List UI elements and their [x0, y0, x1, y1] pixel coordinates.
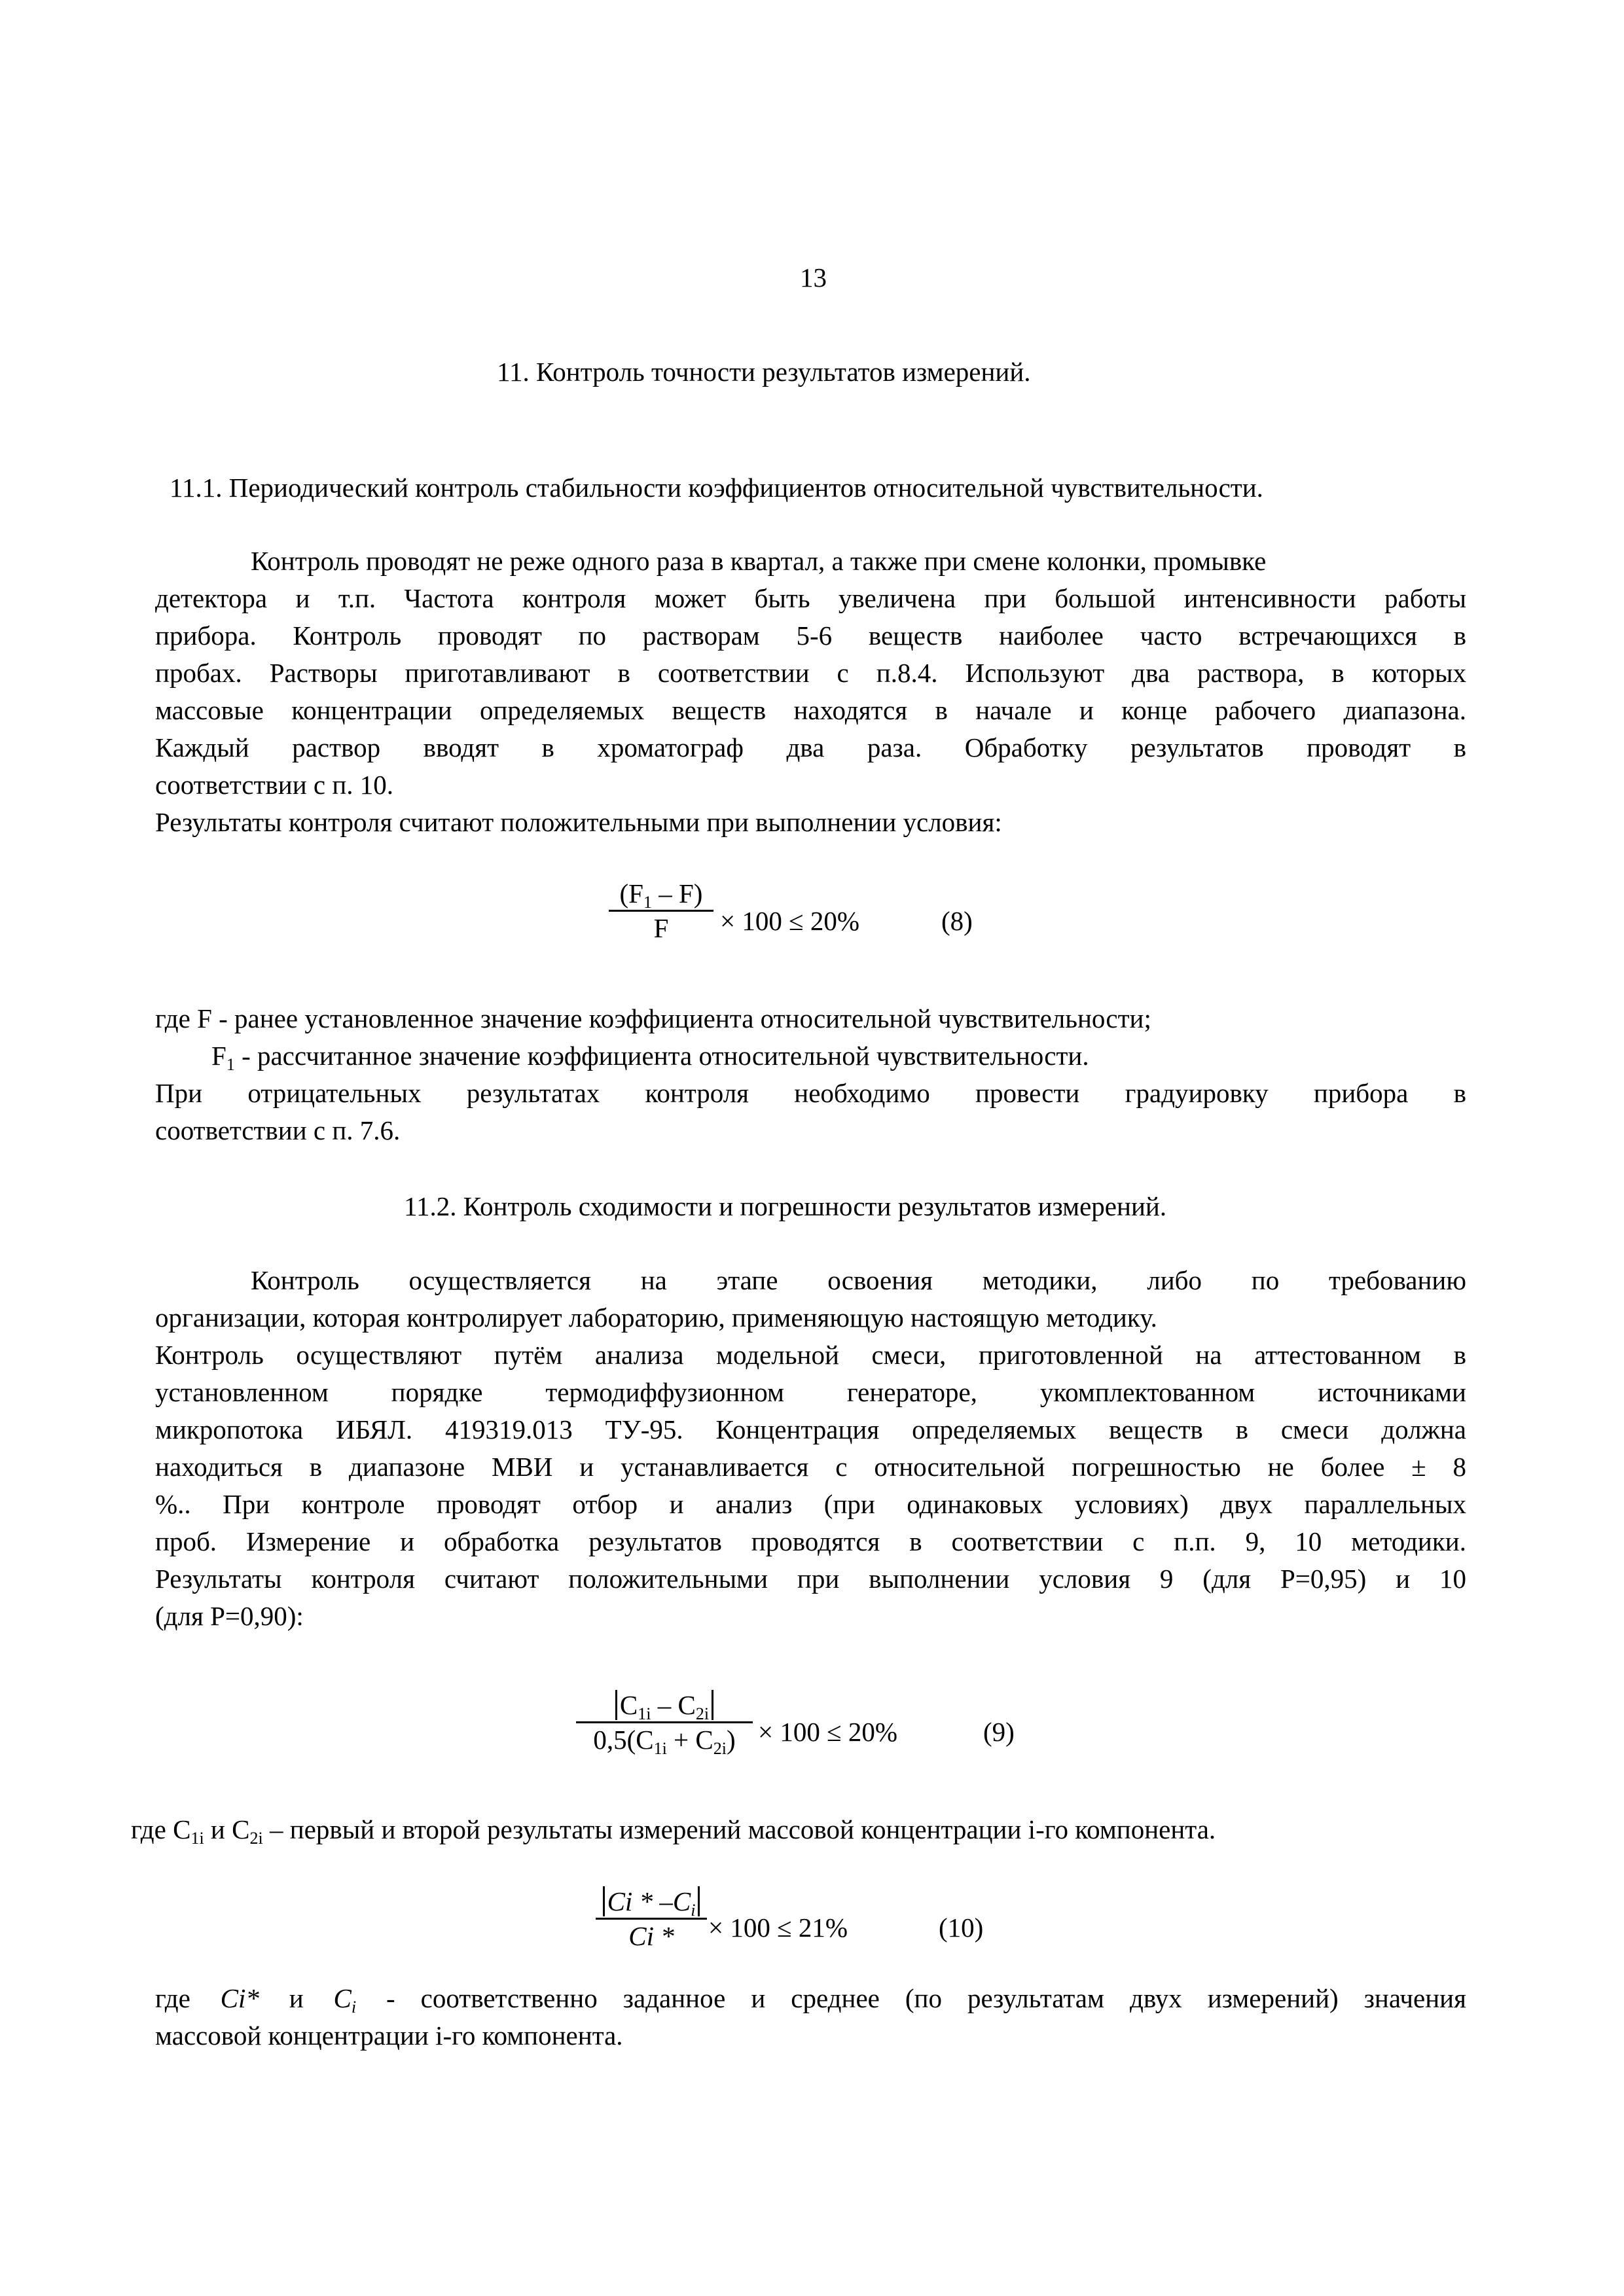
paragraph-line: Результаты контроля считают положительными при выполнении условия:: [155, 807, 1002, 837]
where-F: где F - ранее установленное значение коэффициента относительной чувствительности;: [155, 1003, 1151, 1033]
paragraph-line: Контроль осуществляется на этапе освоения методики, либо по требованию: [251, 1265, 1466, 1295]
paragraph-line: массовые концентрации определяемых веществ находятся в начале и конце рабочего диапазона.: [155, 695, 1466, 725]
paragraph-line: установленном порядке термодиффузионном генераторе, укомплектованном источниками: [155, 1377, 1466, 1407]
formula-9-number: (9): [983, 1717, 1015, 1747]
paragraph-line: Результаты контроля считают положительными при выполнении условия 9 (для P=0,95) и 10: [155, 1564, 1466, 1594]
paragraph-line: %.. При контроле проводят отбор и анализ (при одинаковых условиях) двух параллельных: [155, 1489, 1466, 1519]
paragraph-line: (для P=0,90):: [155, 1601, 304, 1631]
subsection-heading-11-2: 11.2. Контроль сходимости и погрешности результатов измерений.: [404, 1191, 1167, 1221]
page-number: 13: [800, 262, 827, 293]
formula-8-tail: × 100 ≤ 20%: [720, 906, 860, 936]
paragraph-line: пробах. Растворы приготавливают в соответствии с п.8.4. Используют два раствора, в которых: [155, 658, 1466, 688]
paragraph-line: соответствии с п. 7.6.: [155, 1115, 401, 1145]
formula-8-denominator: F: [653, 913, 669, 943]
formula-10-number: (10): [939, 1912, 984, 1943]
subsection-heading-11-1: 11.1. Периодический контроль стабильности коэффициентов относительной чувствительности.: [170, 473, 1263, 503]
formula-8-numerator: $(F_1 - F)$: [619, 878, 703, 912]
paragraph-line: Контроль проводят не реже одного раза в квартал, а также при смене колонки, промывке: [251, 546, 1267, 576]
formula-9-numerator: $C_{1i} - C_{2i}$: [615, 1689, 713, 1721]
paragraph-line: прибора. Контроль проводят по растворам 5-6 веществ наиболее часто встречающихся в: [155, 620, 1466, 651]
paragraph-line: соответствии с п. 10.: [155, 770, 394, 800]
formula-8-fraction: [609, 877, 713, 944]
paragraph-line: организации, которая контролирует лабораторию, применяющую настоящую методику.: [155, 1302, 1157, 1333]
formula-10-tail: × 100 ≤ 21%: [708, 1912, 848, 1943]
paragraph-line: находиться в диапазоне МВИ и устанавливается с относительной погрешностью не более ± 8: [155, 1452, 1466, 1482]
section-title: 11. Контроль точности результатов измерений.: [497, 357, 1031, 387]
paragraph-line: детектора и т.п. Частота контроля может быть увеличена при большой интенсивности работы: [155, 583, 1466, 613]
formula-10-denominator: Ci *: [628, 1921, 674, 1951]
paragraph-line: При отрицательных результатах контроля необходимо провести градуировку прибора в: [155, 1078, 1466, 1108]
formula-10-numerator: Ci * $-C_i$: [603, 1885, 700, 1918]
where-Ci-line: где Ci* и $C_i$ - соответственно заданное и среднее (по результатам двух измерений) значения: [155, 1983, 1466, 2017]
formula-9-fraction: [576, 1689, 753, 1756]
paragraph-line: массовой концентрации i-го компонента.: [155, 2020, 623, 2051]
where-F1: $F_1$ - рассчитанное значение коэффициента относительной чувствительности.: [211, 1041, 1089, 1074]
formula-8-number: (8): [941, 906, 973, 936]
where-C1i-C2i: где $C_{1i}$ и $C_{2i}$ – первый и второй результаты измерений массовой концентрации i-го компонента.: [131, 1814, 1216, 1848]
formula-9-denominator: $0,5(C_{1i} + C_{2i})$: [593, 1725, 736, 1758]
paragraph-line: Каждый раствор вводят в хроматограф два раза. Обработку результатов проводят в: [155, 732, 1466, 762]
paragraph-line: микропотока ИБЯЛ. 419319.013 ТУ-95. Концентрация определяемых веществ в смеси должна: [155, 1414, 1466, 1444]
paragraph-line: проб. Измерение и обработка результатов проводятся в соответствии с п.п. 9, 10 методики.: [155, 1526, 1466, 1556]
paragraph-line: Контроль осуществляют путём анализа модельной смеси, приготовленной на аттестованном в: [155, 1340, 1466, 1370]
formula-10-fraction: [596, 1885, 707, 1952]
formula-9-tail: × 100 ≤ 20%: [758, 1717, 898, 1747]
